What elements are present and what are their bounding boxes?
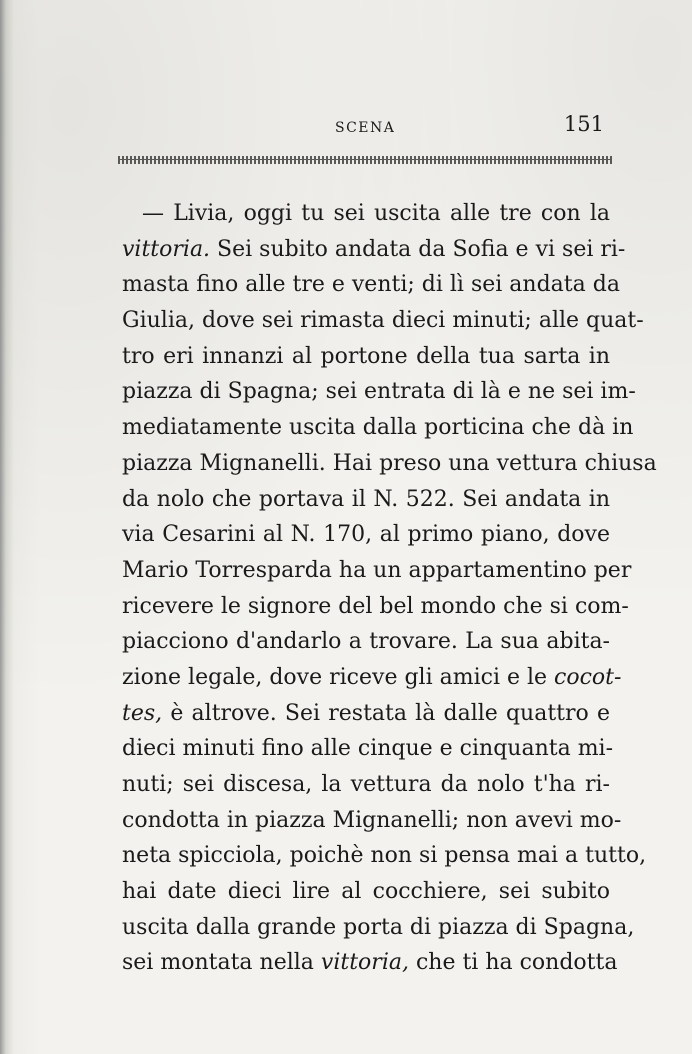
text-segment: piacciono d'andarlo a trovare. La sua abita- [122, 629, 610, 655]
text-line [122, 910, 635, 946]
text-line [122, 696, 610, 732]
text-line [122, 838, 647, 874]
text-segment: tro eri innanzi al portone della tua sarta in [122, 343, 610, 369]
text-segment: Giulia, dove sei rimasta dieci minuti; alle quat- [122, 308, 644, 334]
running-head [120, 112, 610, 142]
text-segment: hai date dieci lire al cocchiere, sei subito [122, 879, 610, 905]
text-line [122, 803, 622, 839]
text-segment: uscita dalla grande porta di piazza di Spagna, [122, 914, 635, 940]
text-line [122, 767, 610, 803]
text-line [122, 482, 610, 518]
text-segment: piazza Mignanelli. Hai preso una vettura chiusa [122, 450, 657, 476]
italic-word: vittoria, [320, 950, 409, 976]
italic-word: vittoria. [122, 236, 211, 262]
ornamental-rule [118, 156, 612, 164]
text-segment: ricevere le signore del bel mondo che si com- [122, 593, 629, 619]
text-segment: sei montata nella [122, 950, 321, 976]
text-line [122, 624, 610, 660]
italic-word: cocot- [554, 664, 622, 690]
text-segment: da nolo che portava il N. 522. Sei andata in [122, 486, 610, 512]
text-line [122, 874, 610, 910]
text-segment: masta fino alle tre e venti; di lì sei andata da [122, 272, 620, 298]
text-segment: nuti; sei discesa, la vettura da nolo t'ha ri- [122, 772, 610, 797]
text-segment: Mario Torresparda ha un appartamentino per [122, 557, 632, 583]
text-line [122, 267, 620, 303]
text-segment: mediatamente uscita dalla porticina che dà in [122, 415, 634, 441]
text-line [122, 196, 610, 232]
text-line [122, 374, 636, 410]
text-segment: neta spicciola, poichè non si pensa mai a tutto, [122, 843, 647, 869]
text-line [122, 446, 657, 482]
text-segment: condotta in piazza Mignanelli; non avevi mo- [122, 807, 622, 833]
text-line [122, 303, 644, 339]
italic-word: tes, [122, 700, 163, 726]
text-segment: è altrove. Sei restata là dalle quattro e [162, 700, 610, 726]
running-title: SCENA [335, 120, 396, 136]
text-line [122, 731, 614, 767]
text-segment: dieci minuti fino alle cinque e cinquanta mi- [122, 736, 614, 762]
text-segment: zione legale, dove riceve gli amici e le [122, 664, 555, 690]
text-segment: via Cesarini al N. 170, al primo piano, dove [122, 522, 610, 548]
text-segment: — Livia, oggi tu sei uscita alle tre con la [142, 201, 610, 226]
page-number: 151 [563, 112, 604, 136]
text-line [122, 339, 610, 375]
body-text [122, 196, 657, 981]
text-line [122, 410, 634, 446]
text-line [122, 517, 610, 553]
text-line [122, 553, 632, 589]
text-segment: piazza di Spagna; sei entrata di là e ne sei im- [122, 379, 636, 405]
text-line [122, 589, 629, 625]
text-line [122, 945, 618, 981]
text-line [122, 232, 626, 268]
text-segment: che ti ha condotta [408, 950, 618, 976]
text-segment: Sei subito andata da Sofia e vi sei ri- [210, 236, 626, 262]
text-line [122, 660, 622, 696]
